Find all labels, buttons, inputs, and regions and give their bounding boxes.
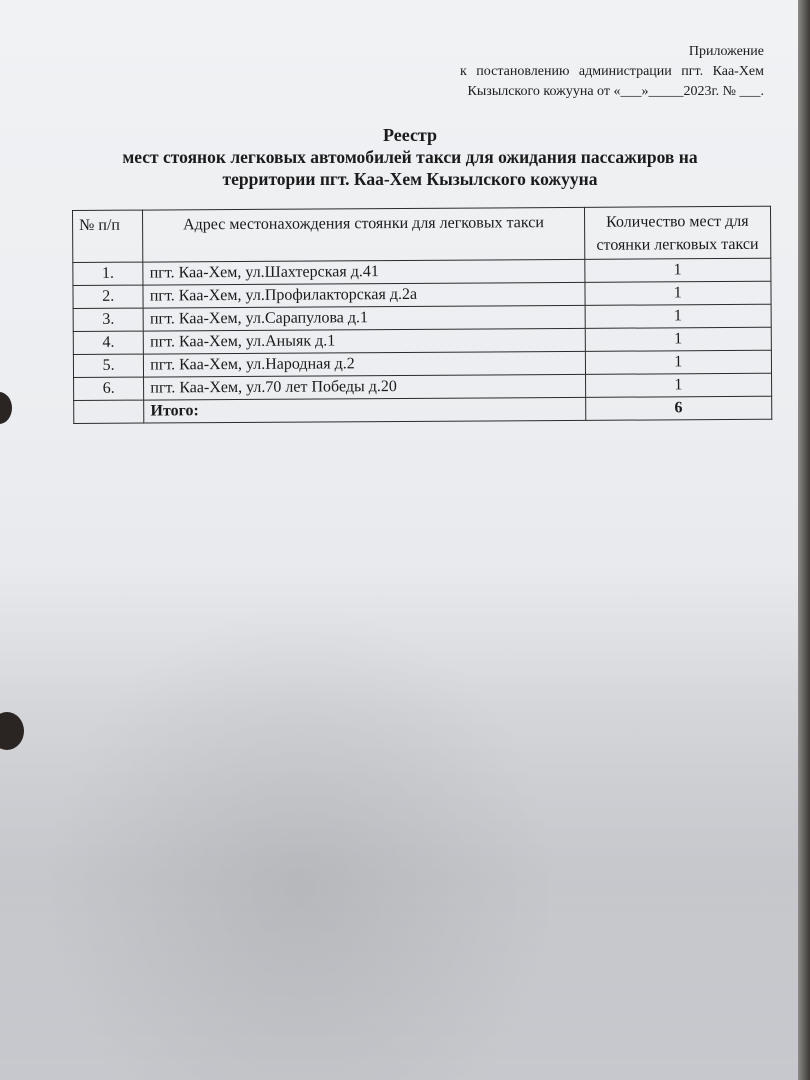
row-quantity: 1 bbox=[585, 350, 772, 374]
appendix-resolution-line: к постановлению администрации пгт. Каа-Хем bbox=[459, 64, 764, 79]
appendix-block bbox=[414, 42, 764, 102]
desk-edge bbox=[798, 0, 810, 1080]
row-quantity: 1 bbox=[584, 281, 771, 305]
row-quantity: 1 bbox=[585, 304, 772, 328]
document-subtitle-line2: территории пгт. Каа-Хем Кызылского кожууна bbox=[222, 169, 598, 189]
table-total-row bbox=[74, 396, 772, 423]
row-address: пгт. Каа-Хем, ул.Шахтерская д.41 bbox=[143, 259, 584, 285]
header-address: Адрес местонахождения стоянки для легковых такси bbox=[143, 207, 585, 262]
row-address: пгт. Каа-Хем, ул.Аныяк д.1 bbox=[144, 328, 585, 354]
document-heading bbox=[60, 124, 760, 190]
row-address: пгт. Каа-Хем, ул.70 лет Победы д.20 bbox=[144, 374, 585, 400]
row-quantity: 1 bbox=[585, 373, 772, 397]
punch-hole-bottom bbox=[0, 712, 24, 750]
row-quantity: 1 bbox=[584, 258, 771, 282]
photo-shadow bbox=[0, 560, 798, 1080]
total-value: 6 bbox=[585, 396, 772, 420]
taxi-stands-table bbox=[72, 206, 772, 424]
document-title: Реестр bbox=[382, 125, 438, 145]
header-number: № п/п bbox=[73, 210, 144, 262]
row-number: 4. bbox=[73, 331, 143, 354]
row-number: 3. bbox=[73, 308, 143, 331]
row-number: 1. bbox=[73, 262, 143, 285]
table-header-row bbox=[73, 206, 771, 262]
appendix-label: Приложение bbox=[688, 44, 764, 59]
row-number: 2. bbox=[73, 285, 143, 308]
row-quantity: 1 bbox=[585, 327, 772, 351]
row-address: пгт. Каа-Хем, ул.Сарапулова д.1 bbox=[143, 305, 584, 331]
appendix-date-line: Кызылского кожууна от «___»_____2023г. № ___. bbox=[467, 84, 764, 99]
total-number-cell bbox=[74, 400, 144, 423]
row-number: 6. bbox=[74, 377, 144, 400]
row-address: пгт. Каа-Хем, ул.Народная д.2 bbox=[144, 351, 585, 377]
header-quantity: Количество мест для стоянки легковых такси bbox=[584, 206, 771, 259]
document-subtitle-line1: мест стоянок легковых автомобилей такси для ожидания пассажиров на bbox=[122, 147, 698, 167]
photo-shadow-soft bbox=[40, 600, 560, 1080]
total-label: Итого: bbox=[144, 397, 585, 423]
punch-hole-top bbox=[0, 392, 12, 424]
row-number: 5. bbox=[73, 354, 143, 377]
row-address: пгт. Каа-Хем, ул.Профилакторская д.2а bbox=[143, 282, 584, 308]
